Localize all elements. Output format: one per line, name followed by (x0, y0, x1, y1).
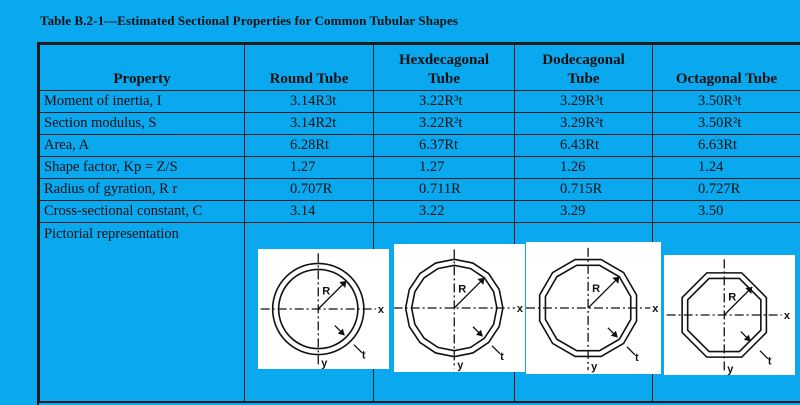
cell-oct: 3.50R³t (653, 91, 800, 113)
x-axis-label: x (783, 310, 790, 322)
round-tube-diagram (258, 249, 389, 369)
radius-label: R (458, 283, 467, 296)
cell-oct: 6.63Rt (653, 135, 800, 157)
thickness-label: t (634, 351, 639, 364)
y-axis-label: y (727, 363, 734, 375)
cell-dod: 3.29R³t (515, 91, 653, 113)
thickness-label: t (361, 349, 366, 362)
x-axis-label: x (516, 303, 524, 315)
cell-hex: 3.22R²t (374, 113, 515, 135)
cell-round: 3.14 (245, 201, 374, 223)
table-row (40, 201, 800, 223)
row-label: Radius of gyration, R r (40, 179, 245, 201)
round-tube-svg (258, 249, 389, 369)
thickness-arrow-outer (627, 347, 635, 355)
row-label: Section modulus, S (40, 113, 245, 135)
octagonal-tube-svg (664, 255, 795, 375)
radius-label: R (728, 291, 737, 304)
table-row (40, 113, 800, 135)
row-label: Cross-sectional constant, C (40, 201, 245, 223)
table-caption: Table B.2-1—Estimated Sectional Properties for Common Tubular Shapes (40, 13, 459, 28)
cell-hex: 0.711R (374, 179, 515, 201)
cell-hex: 3.22 (374, 201, 515, 223)
cell-dod: 1.26 (515, 157, 653, 179)
header-dod-line1: Dodecagonal (542, 52, 625, 68)
cell-dod: 0.715R (515, 179, 653, 201)
header-round-tube: Round Tube (245, 45, 374, 91)
cell-oct: 1.24 (653, 157, 800, 179)
cell-hex: 3.22R³t (374, 91, 515, 113)
y-axis-label: y (321, 357, 328, 369)
dodecagonal-tube-diagram (526, 242, 661, 374)
radius-label: R (322, 285, 331, 298)
hexdecagonal-tube-svg (394, 244, 525, 372)
x-axis-label: x (652, 303, 659, 315)
thickness-arrow-outer (492, 346, 500, 354)
cell-round: 6.28Rt (245, 135, 374, 157)
row-label: Moment of inertia, I (40, 91, 245, 113)
outer-wall (540, 260, 637, 357)
cell-round: 0.707R (245, 179, 374, 201)
thickness-label: t (500, 350, 504, 363)
y-axis-label: y (457, 359, 464, 372)
cell-oct: 0.727R (653, 179, 800, 201)
table-row (40, 179, 800, 201)
thickness-arrow-outer (354, 345, 362, 353)
pictorial-label: Pictorial representation (40, 223, 245, 403)
thickness-label: t (767, 355, 772, 368)
table-row (40, 135, 800, 157)
header-hex-line1: Hexdecagonal (399, 52, 489, 68)
header-hex-line2: Tube (428, 71, 460, 87)
cell-oct: 3.50 (653, 201, 800, 223)
cell-round: 3.14R3t (245, 91, 374, 113)
cell-dod: 3.29 (515, 201, 653, 223)
x-axis-label: x (377, 304, 384, 316)
thickness-arrow-outer (760, 351, 768, 359)
header-dodecagonal-tube (515, 45, 653, 91)
dodecagonal-tube-svg (526, 242, 661, 374)
hexdecagonal-tube-diagram (394, 244, 525, 372)
cell-hex: 6.37Rt (374, 135, 515, 157)
cell-dod: 3.29R²t (515, 113, 653, 135)
cell-round: 3.14R2t (245, 113, 374, 135)
header-hexdecagonal-tube (374, 45, 515, 91)
header-octagonal-tube: Octagonal Tube (653, 45, 800, 91)
cell-round: 1.27 (245, 157, 374, 179)
row-label: Area, A (40, 135, 245, 157)
radius-label: R (592, 282, 601, 295)
table-row (40, 91, 800, 113)
header-property: Property (40, 45, 245, 91)
cell-oct: 3.50R²t (653, 113, 800, 135)
cell-hex: 1.27 (374, 157, 515, 179)
row-label: Shape factor, Kp = Z/S (40, 157, 245, 179)
y-axis-label: y (591, 361, 598, 374)
cell-dod: 6.43Rt (515, 135, 653, 157)
table-bottom-rule (39, 401, 800, 403)
octagonal-tube-diagram (664, 255, 795, 375)
header-dod-line2: Tube (567, 71, 600, 87)
header-row (40, 45, 800, 91)
table-row (40, 157, 800, 179)
